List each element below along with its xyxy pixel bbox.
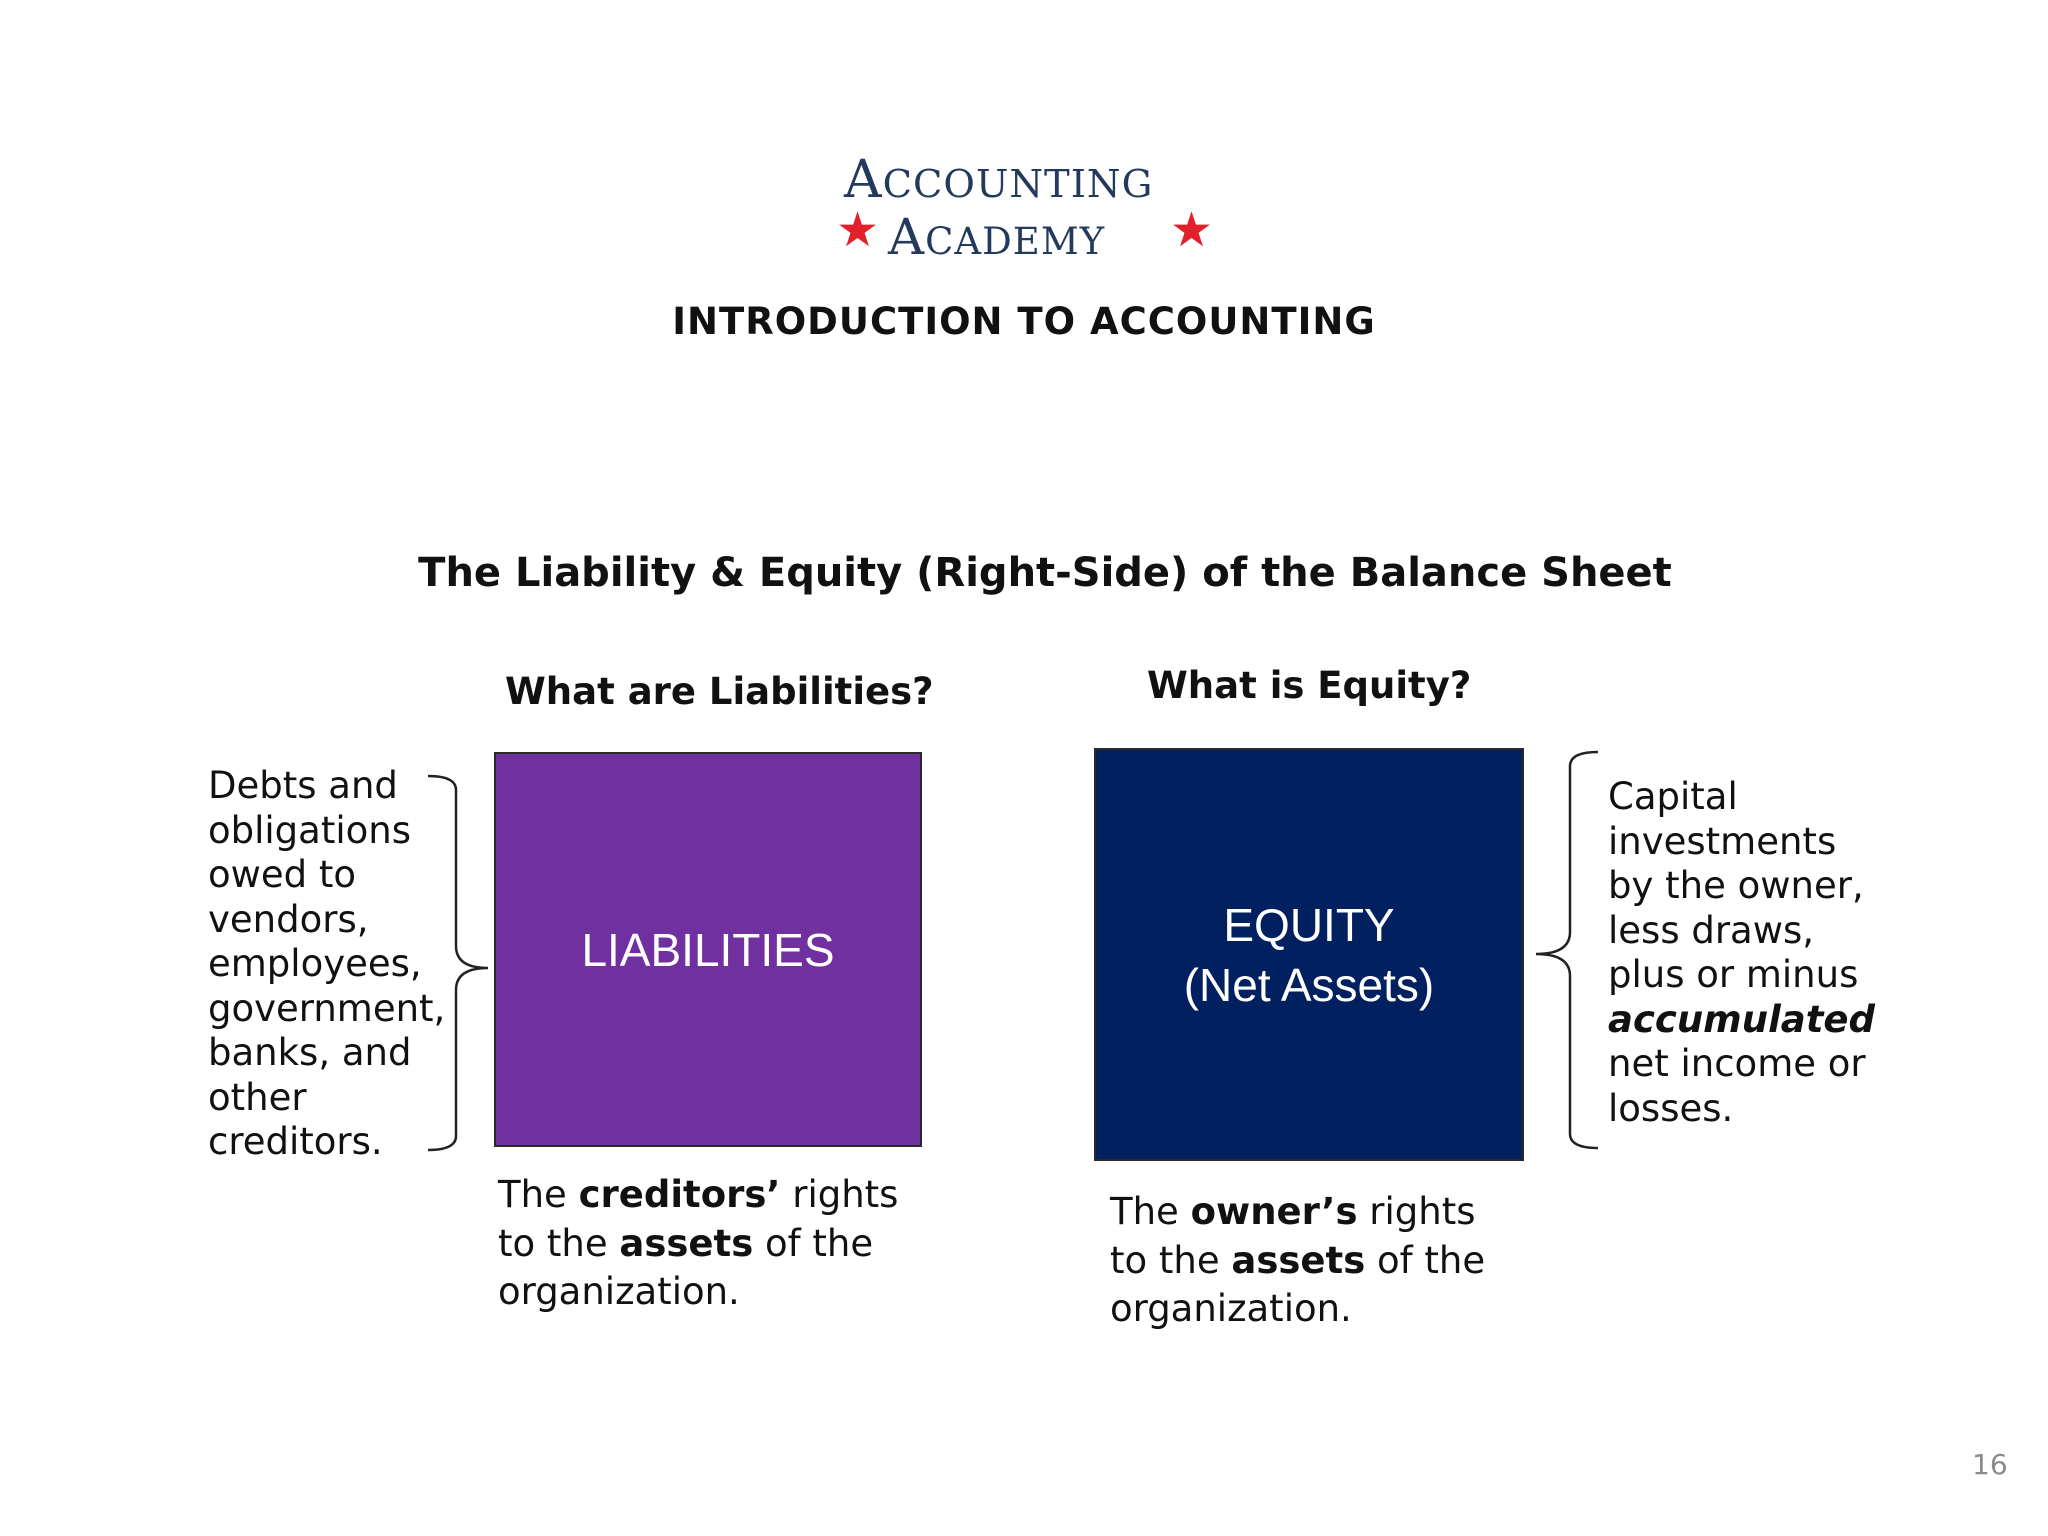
description-line: vendors,: [208, 897, 369, 941]
caption-word: The: [1110, 1190, 1179, 1233]
logo-line-2: ACADEMY: [888, 208, 1106, 266]
description-line-emphasis: accumulated: [1608, 997, 1875, 1041]
star-icon: ★: [836, 202, 880, 258]
caption-emphasis: creditors’: [578, 1173, 781, 1216]
liabilities-description: [208, 764, 445, 1165]
caption-line-3: [1110, 1285, 1485, 1334]
slide-title: The Liability & Equity (Right-Side) of the Balance Sheet: [418, 550, 1672, 596]
description-line: creditors.: [208, 1120, 383, 1163]
caption-word: rights: [1369, 1190, 1476, 1233]
description-line: investments: [1608, 819, 1837, 863]
equity-caption: [1110, 1188, 1485, 1334]
caption-word: to the: [1110, 1238, 1220, 1282]
description-line: owed to: [208, 853, 357, 896]
caption-emphasis: owner’s: [1190, 1190, 1358, 1233]
description-line: employees,: [208, 942, 422, 985]
right-brace-icon: [1532, 748, 1602, 1154]
star-icon: ★: [1170, 202, 1214, 258]
caption-line-2: [498, 1220, 898, 1269]
description-line: Debts and: [208, 764, 398, 807]
description-line: other: [208, 1075, 307, 1119]
equity-box: [1094, 748, 1524, 1161]
caption-word: of the: [1377, 1238, 1486, 1282]
description-line: banks, and: [208, 1031, 412, 1074]
accounting-academy-logo: [836, 148, 1216, 266]
description-line: less draws,: [1608, 908, 1815, 952]
description-line: obligations: [208, 808, 411, 852]
caption-emphasis: assets: [619, 1221, 754, 1265]
page-number: 16: [1972, 1448, 2008, 1481]
caption-word: The: [498, 1173, 567, 1216]
caption-line-2: [1110, 1237, 1485, 1286]
description-line: losses.: [1608, 1086, 1734, 1130]
description-line: Capital: [1608, 775, 1738, 818]
caption-word: organization.: [1110, 1287, 1352, 1330]
left-brace-icon: [424, 772, 494, 1156]
description-line: government,: [208, 986, 446, 1030]
caption-line-3: [498, 1268, 898, 1317]
liabilities-heading: What are Liabilities?: [505, 670, 934, 713]
liabilities-box-label: LIABILITIES: [581, 923, 835, 976]
caption-emphasis: assets: [1231, 1238, 1366, 1282]
description-line: by the owner,: [1608, 864, 1864, 907]
caption-word: rights: [792, 1173, 899, 1216]
description-line: net income or: [1608, 1042, 1866, 1085]
liabilities-box: [494, 752, 922, 1147]
equity-description: [1608, 775, 1875, 1131]
caption-word: of the: [765, 1221, 874, 1265]
caption-word: to the: [498, 1221, 608, 1265]
equity-box-label: EQUITY: [1223, 898, 1395, 951]
caption-word: organization.: [498, 1270, 740, 1313]
equity-heading: What is Equity?: [1147, 664, 1472, 707]
equity-box-sublabel: (Net Assets): [1183, 958, 1435, 1011]
liabilities-caption: [498, 1171, 898, 1317]
header-title: INTRODUCTION TO ACCOUNTING: [672, 300, 1376, 343]
caption-line-1: [498, 1171, 898, 1220]
logo-line-1: ACCOUNTING: [844, 150, 1154, 210]
description-line: plus or minus: [1608, 953, 1859, 996]
caption-line-1: [1110, 1188, 1485, 1237]
